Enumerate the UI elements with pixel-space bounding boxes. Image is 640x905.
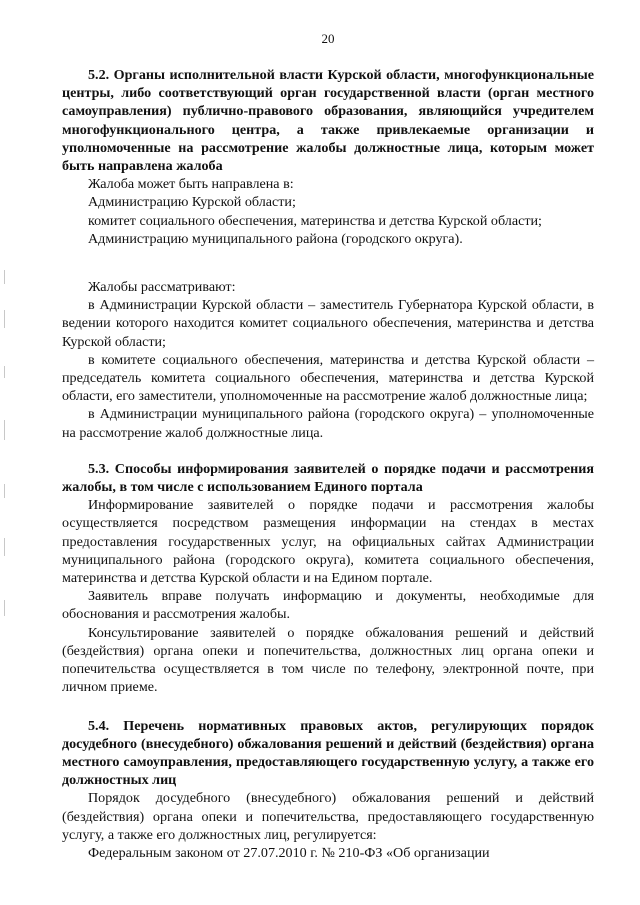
section-5-2-paragraph: комитет социального обеспечения, материнства и детства Курской области; xyxy=(88,212,542,229)
section-5-2-paragraph: в комитете социального обеспечения, материнства и детства Курской области – председатель комитета социального обеспечения, материнства и детства Курской области, его заместители, уполномоченные на рассмотрение жалоб должностные лица; xyxy=(62,351,594,405)
page-number: 20 xyxy=(321,31,335,46)
spacer xyxy=(62,697,594,717)
document-content xyxy=(62,66,594,862)
section-5-2-paragraph: в Администрации Курской области – заместитель Губернатора Курской области, в ведении которого находится комитет социального обеспечения, материнства и детства Курской области; xyxy=(62,297,594,350)
section-5-2-paragraph: Жалобы рассматривают: xyxy=(88,279,236,296)
section-5-4-paragraph: Порядок досудебного (внесудебного) обжалования решений и действий (бездействия) органа опеки и попечительства, предоставляющего государственную услугу, а также его должностных лиц, регулируется: xyxy=(62,790,594,843)
section-5-3-paragraph: Консультирование заявителей о порядке обжалования решений и действий (бездействия) органа опеки и попечительства, должностных лиц органа опеки и попечительства осуществляется в том числе по телефону, электронной почте, при личном приеме. xyxy=(62,624,594,696)
section-5-3-heading: 5.3. Способы информирования заявителей о порядке подачи и рассмотрения жалобы, в том числе с использованием Единого портала xyxy=(62,460,594,496)
section-5-3-paragraph: Информирование заявителей о порядке подачи и рассмотрения жалобы осуществляется посредством размещения информации на стендах в местах предоставления государственных услуг, на официальных сайтах Администрации муниципального района (городского округа), комитета социального обеспечения, материнства и детства Курской области и на Едином портале. xyxy=(62,497,594,587)
section-5-4-paragraph: Федеральным законом от 27.07.2010 г. № 210-ФЗ «Об организации xyxy=(88,844,490,861)
section-5-2-heading: 5.2. Органы исполнительной власти Курской области, многофункциональные центры, либо соответствующий орган государственной власти (орган местного самоуправления) публично-правового образования, являющийся учредителем многофункционального центра, а также привлекаемые организации и уполномоченные на рассмотрение жалобы должностные лица, которым может быть направлена жалоба xyxy=(62,67,594,175)
section-5-3-paragraph: Заявитель вправе получать информацию и документы, необходимые для обоснования и рассмотрения жалобы. xyxy=(62,588,594,623)
section-5-2-paragraph: Администрацию муниципального района (городского округа). xyxy=(88,230,463,247)
spacer xyxy=(62,248,594,278)
section-5-2-paragraph: в Администрации муниципального района (городского округа) – уполномоченные на рассмотрение жалоб должностные лица. xyxy=(62,406,594,441)
spacer xyxy=(62,442,594,460)
section-5-2-paragraph: Жалоба может быть направлена в: xyxy=(88,176,294,193)
margin-scan-marks xyxy=(4,270,6,630)
section-5-4-heading: 5.4. Перечень нормативных правовых актов, регулирующих порядок досудебного (внесудебного) обжалования решений и действий (бездействия) органа местного самоуправления, предоставляющего государственную услугу, а также его должностных лиц xyxy=(62,717,594,789)
section-5-2-paragraph: Администрацию Курской области; xyxy=(88,194,296,211)
